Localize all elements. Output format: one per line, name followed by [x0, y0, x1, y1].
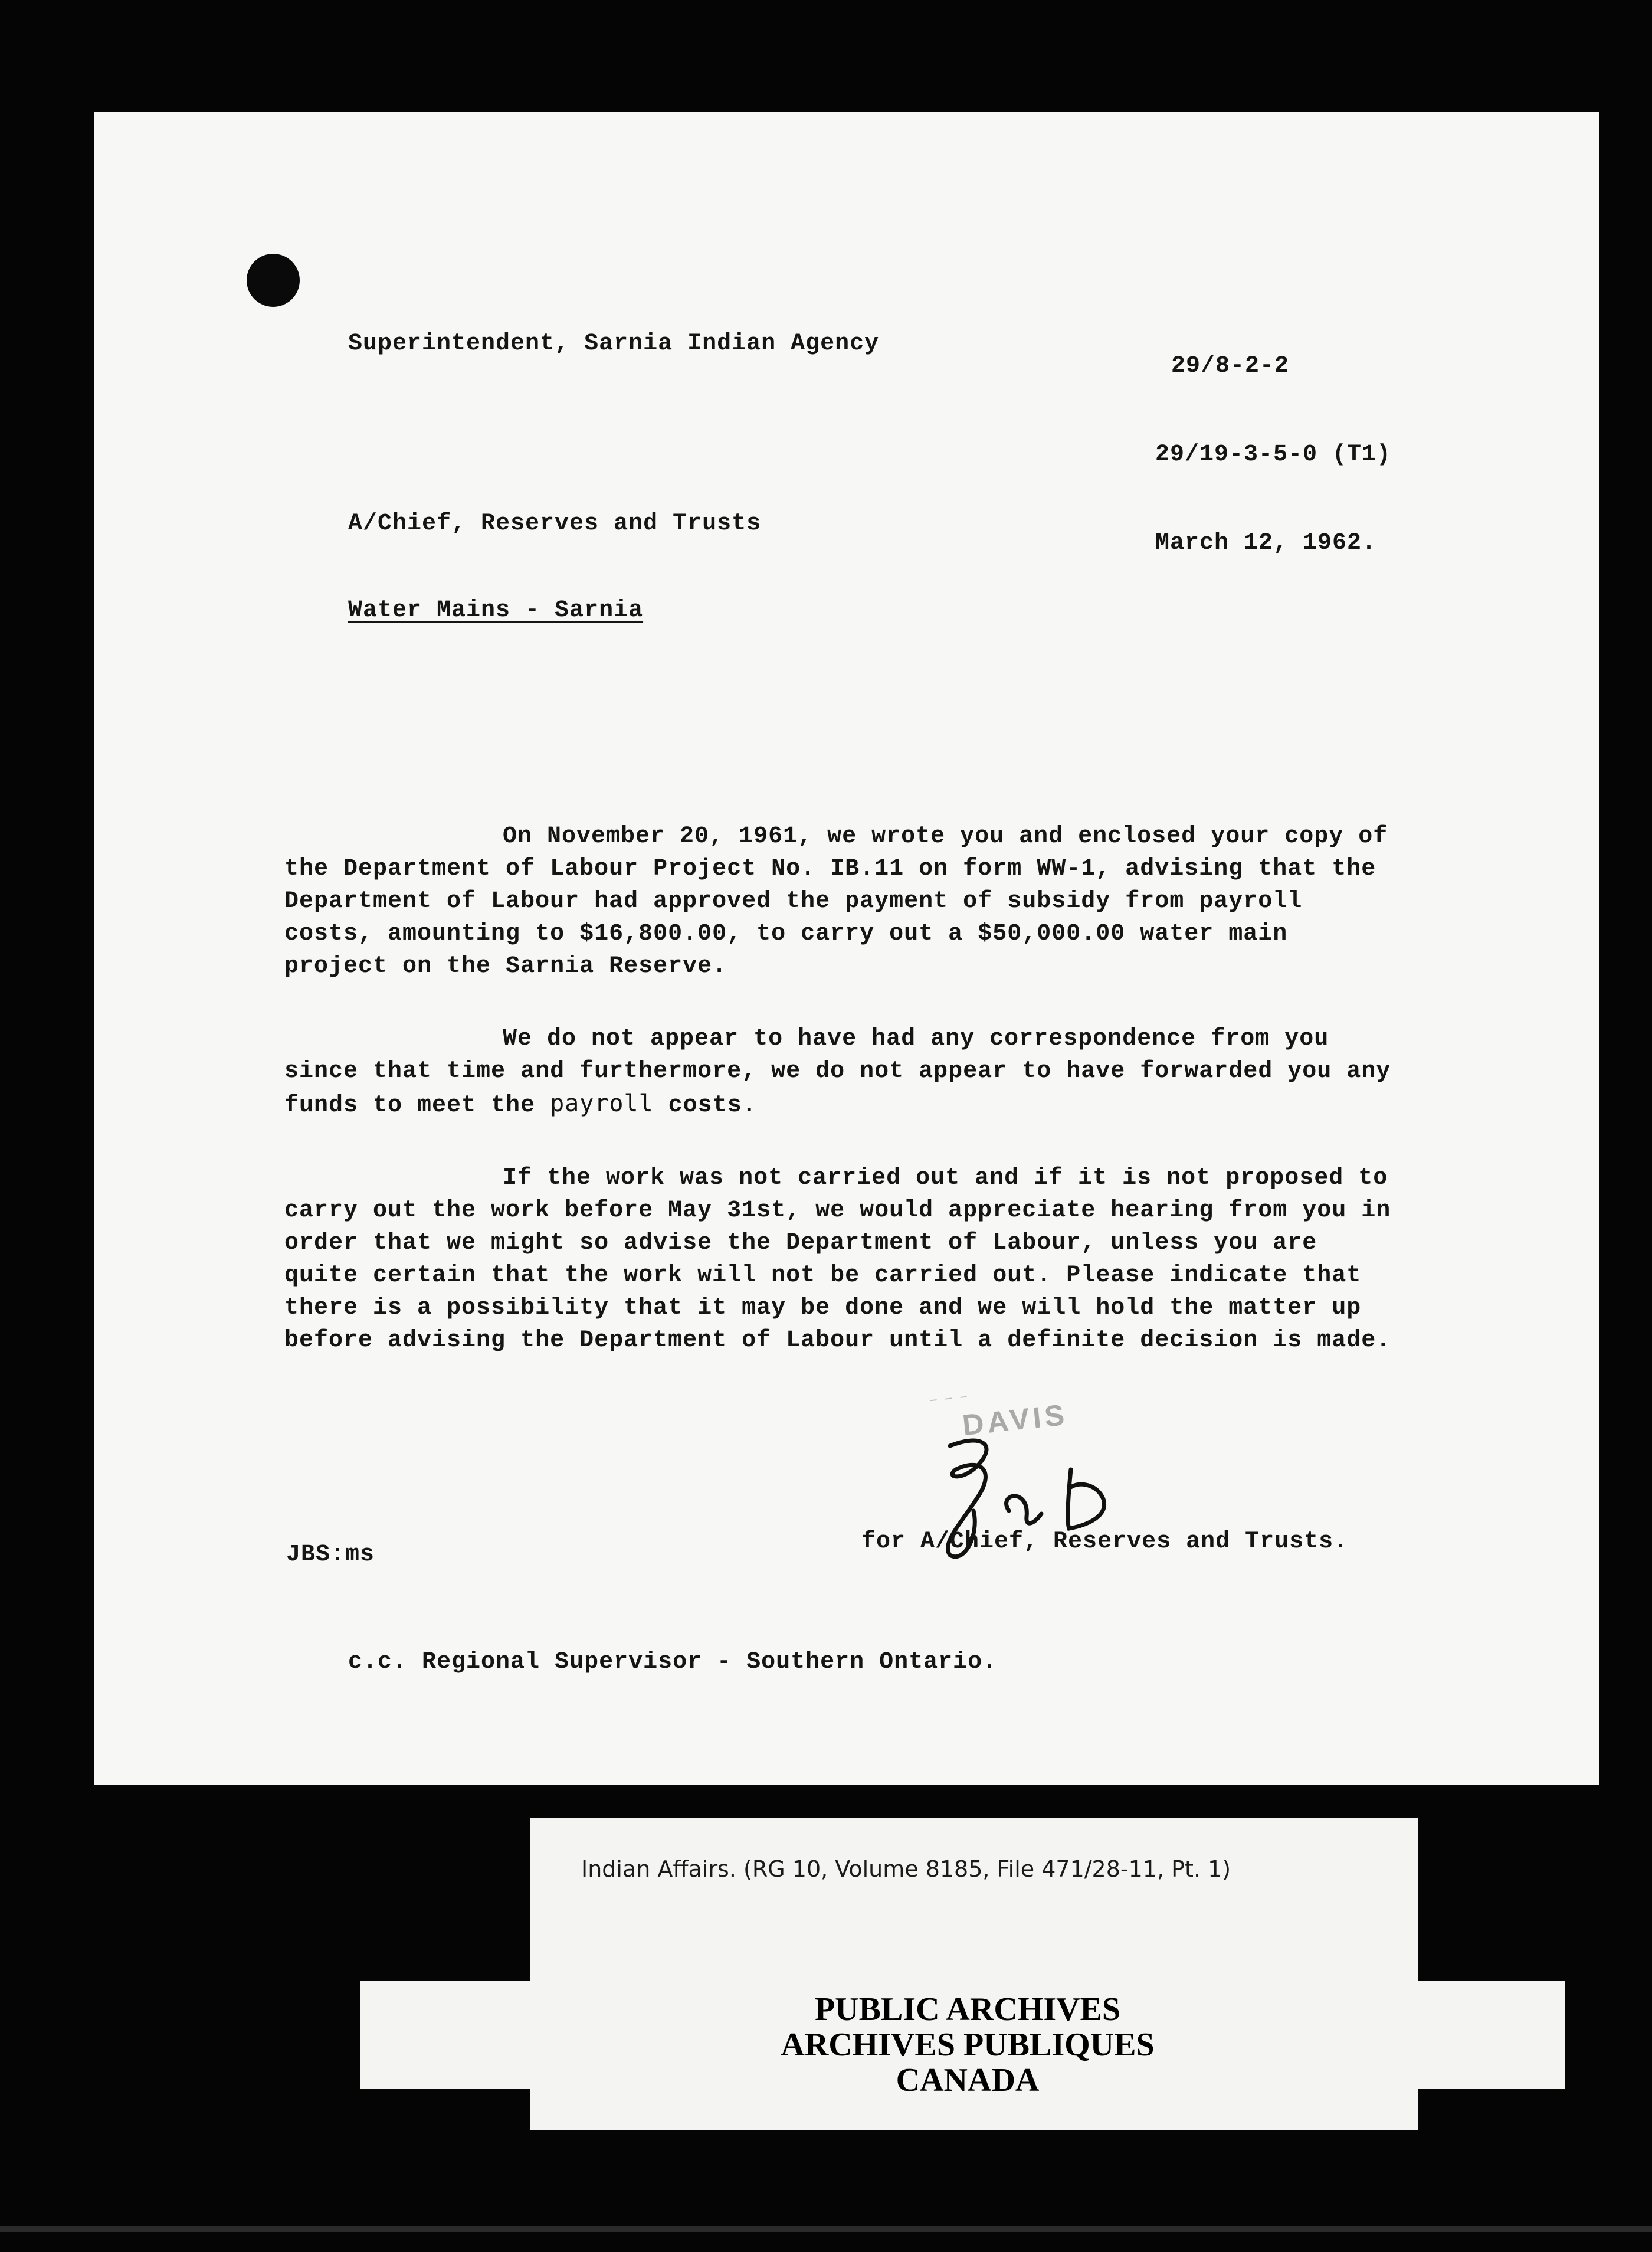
- subject-line: Water Mains - Sarnia: [348, 597, 644, 624]
- institution-line-2: ARCHIVES PUBLIQUES: [781, 2027, 1155, 2063]
- addressee: Superintendent, Sarnia Indian Agency: [348, 330, 880, 357]
- stamp-small-text: — — —: [929, 1391, 969, 1407]
- paragraph-2: [284, 1023, 1405, 1122]
- paragraph-2-text: We do not appear to have had any correspondence from you since that time and furthermore, we do not appear to have forwarded you any funds to meet the: [284, 1026, 1391, 1119]
- paragraph-2-tail: costs.: [653, 1092, 757, 1119]
- handwritten-insertion: payroll: [550, 1090, 654, 1117]
- stamp-name: DAVIS: [961, 1397, 1070, 1442]
- sender: A/Chief, Reserves and Trusts: [348, 510, 762, 537]
- institution-line-3: CANADA: [896, 2062, 1040, 2099]
- film-edge: [0, 2226, 1652, 2232]
- typist-initials: JBS:ms: [286, 1541, 375, 1568]
- punch-hole: [247, 254, 300, 307]
- archive-citation: Indian Affairs. (RG 10, Volume 8185, File 471/28-11, Pt. 1): [581, 1856, 1231, 1882]
- archive-institution: [661, 1992, 1274, 2098]
- file-reference-1: 29/8-2-2: [1171, 353, 1290, 379]
- signature-line: for A/Chief, Reserves and Trusts.: [861, 1528, 1349, 1555]
- paragraph-3: If the work was not carried out and if it is not proposed to carry out the work before May 31st, we would appreciate hearing from you in order that we might so advise the Department of Labour, unless you are quite certain that the work will not be carried out. Please indicate that there is a possibility that it may be done and we will hold the matter up before advising the Department of Labour until a definite decision is made.: [284, 1165, 1391, 1354]
- letter-body: [284, 820, 1405, 1397]
- paragraph-1: On November 20, 1961, we wrote you and enclosed your copy of the Department of Labour Project No. IB.11 on form WW-1, advising that the Department of Labour had approved the payment of subsidy from payroll costs, amounting to $16,800.00, to carry out a $50,000.00 water main project on the Sarnia Reserve.: [284, 823, 1388, 980]
- file-reference-2: 29/19-3-5-0 (T1): [1155, 441, 1392, 468]
- carbon-copy-line: c.c. Regional Supervisor - Southern Ontario.: [348, 1649, 998, 1675]
- letter-date: March 12, 1962.: [1155, 530, 1377, 557]
- institution-line-1: PUBLIC ARCHIVES: [814, 1991, 1121, 2028]
